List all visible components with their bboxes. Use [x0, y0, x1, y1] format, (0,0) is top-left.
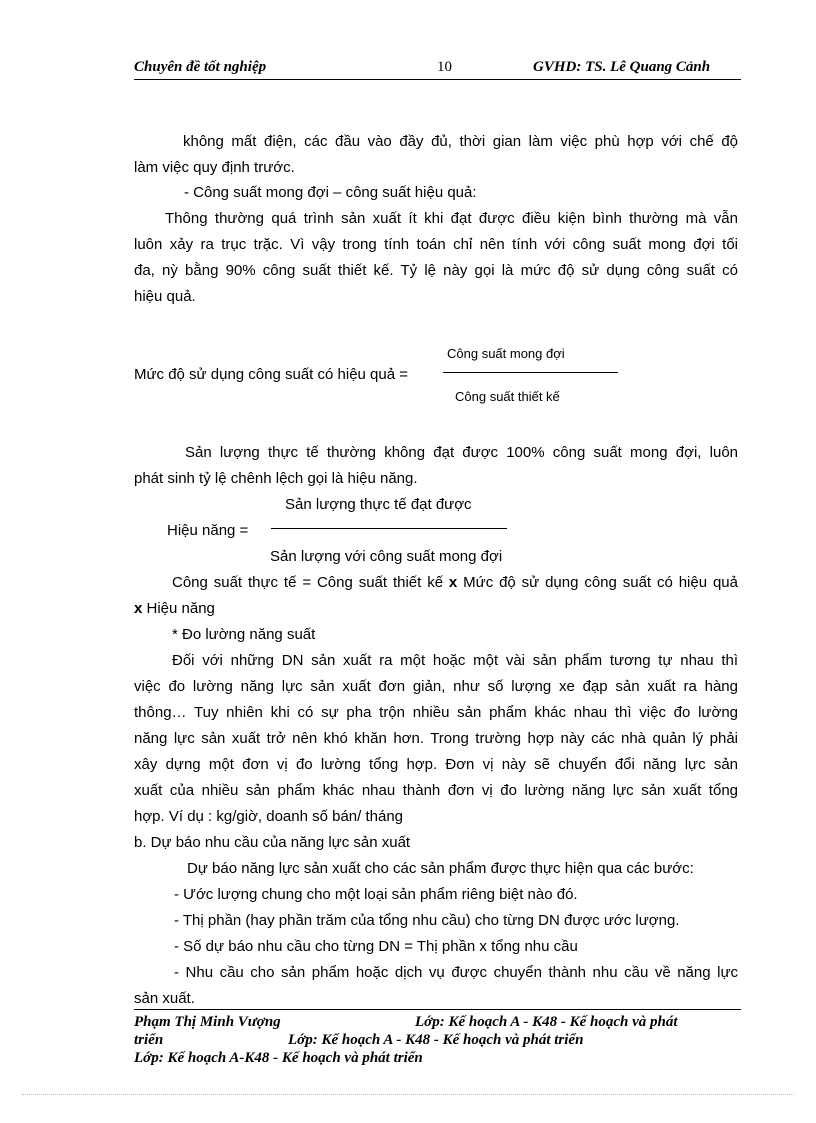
header-rule	[134, 79, 741, 80]
formula-1-denominator: Công suất thiết kế	[455, 389, 560, 404]
section-heading: b. Dự báo nhu cầu của năng lực sản xuất	[134, 834, 411, 851]
formula-text: Công suất thực tế = Công suất thiết kế	[172, 574, 449, 591]
body-line: phát sinh tỷ lệ chênh lệch gọi là hiệu năng.	[134, 470, 418, 487]
body-line: xây dựng một đơn vị đo lường tổng hợp. Đơn vị này sẽ chuyển đổi năng lực sản	[134, 756, 738, 773]
footer-class: Lớp: Kế hoạch A - K48 - Kế hoạch và phát	[415, 1014, 678, 1030]
body-line: thông… Tuy nhiên khi có sự pha trộn nhiều sản phẩm khác nhau thì việc đo lường	[134, 704, 738, 721]
body-line: hiệu quả.	[134, 288, 196, 305]
formula-text: Mức độ sử dụng công suất có hiệu quả	[457, 574, 738, 591]
body-line: xuất của nhiều sản phẩm khác nhau thành đơn vị đo lường năng lực sản xuất tổng	[134, 782, 738, 799]
header-supervisor: GVHD: TS. Lê Quang Cảnh	[533, 59, 711, 75]
body-line: - Thị phần (hay phần trăm của tổng nhu cầu) cho từng DN được ước lượng.	[174, 912, 680, 929]
body-line: - Số dự báo nhu cầu cho từng DN = Thị phần x tổng nhu cầu	[174, 938, 578, 955]
footer-class: Lớp: Kế hoạch A - K48 - Kế hoạch và phát triển	[288, 1032, 584, 1048]
body-line: luôn xảy ra trục trặc. Vì vậy trong tính toán chỉ nên tính với công suất mong đợi tối	[134, 236, 738, 253]
formula-1-label: Mức độ sử dụng công suất có hiệu quả =	[134, 366, 409, 383]
footer-rule	[134, 1009, 741, 1010]
body-line: làm việc quy định trước.	[134, 159, 295, 176]
page-number: 10	[437, 59, 452, 75]
formula-2-fraction-bar	[271, 528, 507, 529]
body-line: - Công suất mong đợi – công suất hiệu quả:	[184, 184, 477, 201]
body-line: hợp. Ví dụ : kg/giờ, doanh số bán/ tháng	[134, 808, 404, 825]
body-line: không mất điện, các đầu vào đầy đủ, thời gian làm việc phù hợp với chế độ	[183, 133, 738, 150]
formula-2-numerator: Sản lượng thực tế đạt được	[285, 496, 472, 513]
body-line: Dự báo năng lực sản xuất cho các sản phẩm được thực hiện qua các bước:	[187, 860, 694, 877]
body-line: Thông thường quá trình sản xuất ít khi đạt được điều kiện bình thường mà vẫn	[165, 210, 738, 227]
body-line: đa, nỳ bằng 90% công suất thiết kế. Tỷ lệ này gọi là mức độ sử dụng công suất có	[134, 262, 738, 279]
body-line: - Nhu cầu cho sản phẩm hoặc dịch vụ được chuyển thành nhu cầu về năng lực	[174, 964, 738, 981]
formula-text: Hiệu năng	[142, 600, 215, 617]
body-line	[134, 600, 215, 617]
multiply-sign: x	[134, 600, 143, 617]
formula-2-label: Hiệu năng =	[167, 522, 249, 539]
body-line: sản xuất.	[134, 990, 195, 1007]
multiply-sign: x	[448, 574, 458, 591]
body-line: - Ước lượng chung cho một loại sản phẩm riêng biệt nào đó.	[174, 886, 578, 903]
formula-1-numerator: Công suất mong đợi	[447, 346, 565, 361]
page-bottom-border	[22, 1094, 794, 1095]
body-line: Đối với những DN sản xuất ra một hoặc một vài sản phẩm tương tự nhau thì	[172, 652, 738, 669]
section-heading: * Đo lường năng suất	[172, 626, 316, 643]
body-line: Sản lượng thực tế thường không đạt được 100% công suất mong đợi, luôn	[185, 444, 738, 461]
formula-2-denominator: Sản lượng với công suất mong đợi	[270, 548, 503, 565]
footer-class: Lớp: Kế hoạch A-K48 - Kế hoạch và phát triển	[134, 1050, 423, 1066]
formula-1-fraction-bar	[443, 372, 618, 373]
body-line: năng lực sản xuất trở nên khó khăn hơn. Trong trường hợp này các nhà quản lý phải	[134, 730, 738, 747]
body-line: việc đo lường năng lực sản xuất đơn giản, như số lượng xe đạp sản xuất ra hàng	[134, 678, 738, 695]
footer-author: Phạm Thị Minh Vượng	[134, 1014, 281, 1030]
header-title: Chuyên đề tốt nghiệp	[134, 59, 267, 75]
footer-class-continued: triển	[134, 1032, 164, 1048]
body-line	[172, 574, 738, 591]
